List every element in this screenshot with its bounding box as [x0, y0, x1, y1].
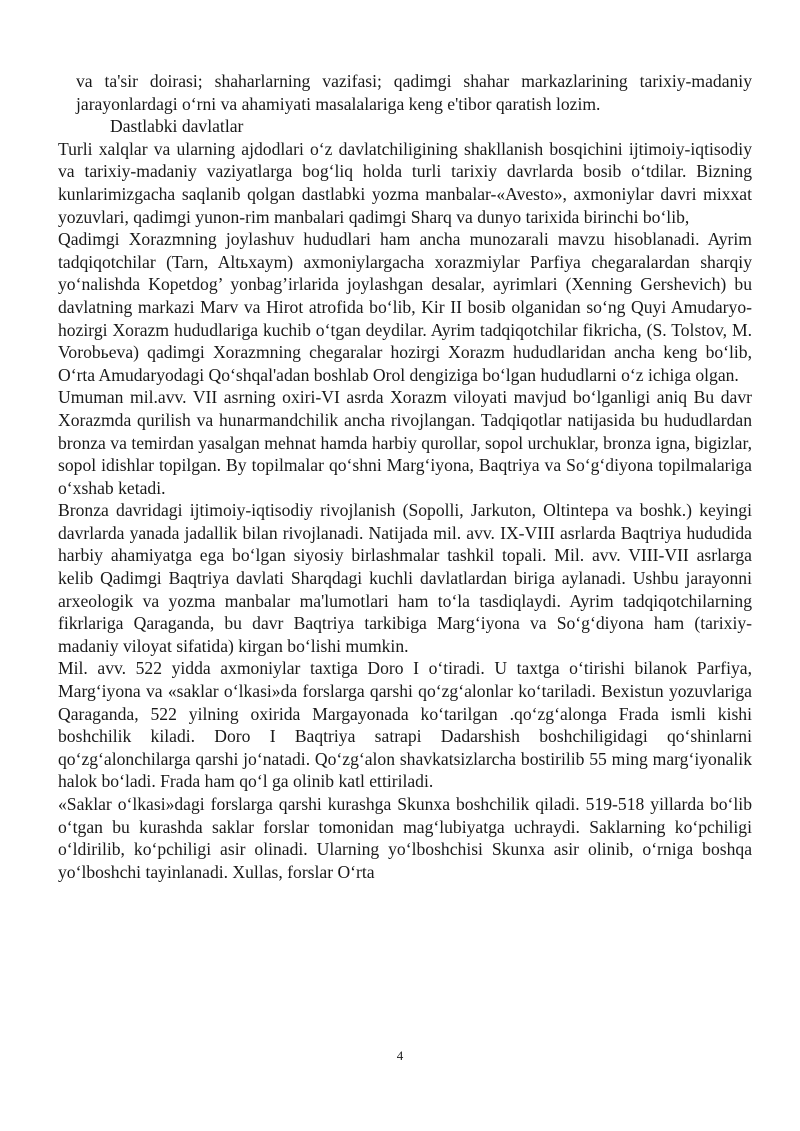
paragraph-khorezm-crafts: Umuman mil.avv. VII asrning oxiri-VI asrda Xorazm viloyati mavjud bo‘lganligi aniq Bu davr Xorazmda qurilish va hunarmandchilik ancha rivojlangan. Tadqiqotlar natijasida bu hududlardan bronza va temirdan yasalgan mehnat hamda harbiy qurollar, sopol urchuklar, bronza igna, bigizlar, sopol idishlar topilgan. By topilmalar qo‘shni Marg‘iyona, Baqtriya va So‘g‘diyona topilmalariga o‘xshab ketadi.: [58, 387, 752, 498]
paragraph-saka-land: «Saklar o‘lkasi»dagi forslarga qarshi kurashga Skunxa boshchilik qiladi. 519-518 yillarda bo‘lib o‘tgan bu kurashda saklar forslar tomonidan mag‘lubiyatga uchraydi. Saklarning ko‘pchiligi o‘ldirilib, ko‘pchiligi asir olinadi. Ularning yo‘lboshchisi Skunxa asir olinib, o‘rniga boshqa yo‘lboshchi tayinlanadi. Xullas, forslar O‘rta: [58, 794, 752, 882]
section-heading: Dastlabki davlatlar: [110, 116, 244, 137]
paragraph-bactria: Bronza davridagi ijtimoiy-iqtisodiy rivojlanish (Sopolli, Jarkuton, Oltintepa va boshk.) keyingi davrlarda yanada jadallik bilan rivojlanadi. Natijada mil. avv. IX-VIII asrlarda Baqtriya hududida harbiy ahamiyatga ega bo‘lgan siyosiy birlashmalar tashkil topali. Mil. avv. VIII-VII asrlarga kelib Qadimgi Baqtriya davlati Sharqdagi kuchli davlatlardan biriga aylanadi. Ushbu jarayonni arxeologik va yozma manbalar ma'lumotlari ham to‘la tasdiqlaydi. Ayrim tadqiqotchilarning fikrlariga Qaraganda, bu davr Baqtriya tarkibiga Marg‘iyona va So‘g‘diyona ham (tarixiy-madaniy viloyat sifatida) kirgan bo‘lishi mumkin.: [58, 500, 752, 656]
paragraph-continuation: va ta'sir doirasi; shaharlarning vazifasi; qadimgi shahar markazlarining tarixiy-madaniy jarayonlardagi o‘rni va ahamiyati masalalariga keng e'tibor qaratish lozim.: [76, 71, 752, 114]
paragraph-early-states: Turli xalqlar va ularning ajdodlari o‘z davlatchiligining shakllanish bosqichini ijtimoiy-iqtisodiy va tarixiy-madaniy vaziyatlarga bog‘liq holda turli tarixiy davrlarda bosib o‘tdilar. Bizning kunlarimizgacha saqlanib qolgan dastlabki yozma manbalar-«Avesto», axmoniylar davri mixxat yozuvlari, qadimgi yunon-rim manbalari qadimgi Sharq va dunyo tarixida birinchi bo‘lib,: [58, 138, 752, 227]
paragraph-darius: Mil. avv. 522 yidda axmoniylar taxtiga Doro I o‘tiradi. U taxtga o‘tirishi bilanok Parfiya, Marg‘iyona va «saklar o‘lkasi»da forslarga qarshi qo‘zg‘alonlar ko‘tariladi. Bexistun yozuvlariga Qaraganda, 522 yilning oxirida Margayonada ko‘tarilgan .qo‘zg‘alonga Frada ismli kishi boshchilik kiladi. Doro I Baqtriya satrapi Dadarshish boshchiligidagi qo‘shinlarni qo‘zg‘alonchilarga qarshi jo‘natadi. Qo‘zg‘alon shavkatsizlarcha bostirilib 55 ming marg‘iyonalik halok bo‘ladi. Frada ham qo‘l ga olinib katl ettiriladi.: [58, 658, 752, 792]
paragraph-khorezm-location: Qadimgi Xorazmning joylashuv hududlari ham ancha munozarali mavzu hisoblanadi. Ayrim tadqiqotchilar (Tarn, Altьxaym) axmoniylargacha xorazmiylar Parfiya chegaralardan sharqiy yo‘nalishda Kopetdog’ yonbag’irlarida joylashgan desalar, ayrimlari (Xenning Gershevich) bu davlatning markazi Marv va Hirot atrofida bo‘lib, Kir II bosib olganidan so‘ng Quyi Amudaryo-hozirgi Xorazm hududlariga kuchib o‘tgan deydilar. Ayrim tadqiqotchilar fikricha, (S. Tolstov, M. Vorobьeva) qadimgi Xorazmning chegaralar hozirgi Xorazm hududlaridan ancha keng bo‘lib, O‘rta Amudaryodagi Qo‘shqal'adan boshlab Orol dengiziga bo‘lgan hududlarni o‘z ichiga olgan.: [58, 229, 752, 385]
document-page: [58, 70, 752, 883]
page-number: 4: [396, 1048, 404, 1063]
